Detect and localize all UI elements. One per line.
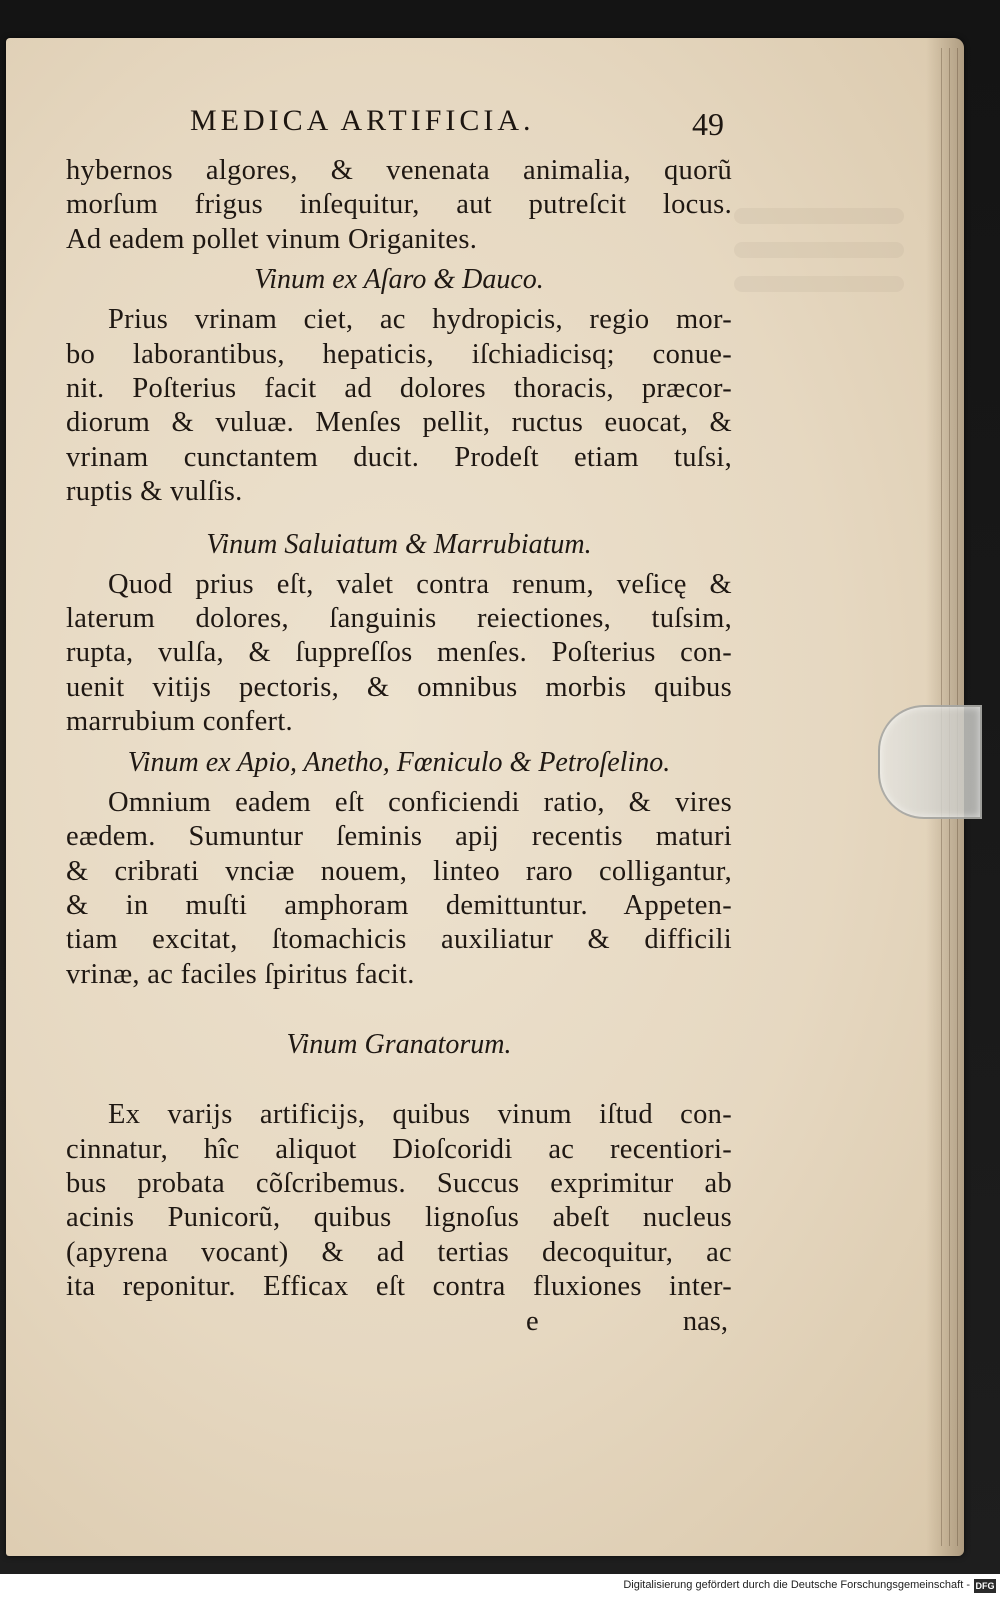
page-header: [190, 104, 750, 144]
text-line: tiam excitat, ſtomachicis auxiliatur & difficili: [66, 924, 732, 956]
paragraph: [66, 154, 732, 257]
text-line: bo laborantibus, hepaticis, iſchiadicisq; conue-: [66, 338, 732, 370]
catchline: [66, 1305, 732, 1341]
text-line: & in muſti amphoram demittuntur. Appeten-: [66, 889, 732, 921]
section-heading: Vinum Saluiatum & Marrubiatum.: [206, 528, 592, 560]
footer-bar: [0, 1574, 1000, 1600]
show-through: [734, 208, 904, 224]
dfg-logo-icon: DFG: [975, 1581, 995, 1591]
running-title: MEDICA ARTIFICIA.: [190, 104, 535, 137]
page-number: 49: [692, 106, 724, 142]
paragraph: [66, 1098, 732, 1304]
text-line: marrubium confert.: [66, 706, 293, 738]
text-line: & cribrati vnciæ nouem, linteo raro colligantur,: [66, 855, 732, 887]
text-line: Quod prius eſt, valet contra renum, veſicę &: [108, 568, 732, 600]
text-line: Ex varijs artificijs, quibus vinum iſtud con-: [108, 1099, 732, 1131]
section-heading: Vinum ex Aſaro & Dauco.: [254, 264, 544, 296]
show-through: [734, 242, 904, 258]
text-line: morſum frigus inſequitur, aut putreſcit locus.: [66, 189, 732, 221]
text-line: uenit vitijs pectoris, & omnibus morbis quibus: [66, 671, 732, 703]
text-line: vrinæ, ac faciles ſpiritus facit.: [66, 958, 415, 990]
funding-credit: Digitalisierung gefördert durch die Deutsche Forschungsgemeinschaft -: [623, 1579, 970, 1591]
body-text: [66, 154, 732, 1341]
text-line: vrinam cunctantem ducit. Prodeſt etiam tuſsi,: [66, 441, 732, 473]
text-line: ita reponitur. Efficax eſt contra fluxiones inter-: [66, 1271, 732, 1303]
page-clip-marker: [878, 705, 982, 819]
text-line: eædem. Sumuntur ſeminis apij recentis maturi: [66, 821, 732, 853]
paragraph: [66, 568, 732, 740]
text-line: (apyrena vocant) & ad tertias decoquitur, ac: [66, 1236, 732, 1268]
text-line: hybernos algores, & venenata animalia, quorũ: [66, 155, 732, 186]
text-line: rupta, vulſa, & ſuppreſſos menſes. Poſterius con-: [66, 637, 732, 669]
section-heading: Vinum ex Apio, Anetho, Fœniculo & Petroſelino.: [127, 746, 671, 778]
signature-mark: e: [526, 1305, 539, 1337]
text-line: nit. Poſterius facit ad dolores thoracis, præcor-: [66, 373, 732, 405]
paragraph: [66, 303, 732, 509]
text-line: ruptis & vulſis.: [66, 476, 243, 508]
text-line: bus probata cõſcribemus. Succus exprimitur ab: [66, 1167, 732, 1199]
section-heading: Vinum Granatorum.: [286, 1029, 512, 1061]
text-line: acinis Punicorũ, quibus lignoſus abeſt nucleus: [66, 1202, 732, 1234]
paragraph: [66, 786, 732, 992]
text-line: Prius vrinam ciet, ac hydropicis, regio mor-: [108, 304, 732, 336]
text-line: laterum dolores, ſanguinis reiectiones, tuſsim,: [66, 603, 732, 635]
text-line: cinnatur, hîc aliquot Dioſcoridi ac recentiori-: [66, 1133, 732, 1165]
text-line: Ad eadem pollet vinum Origanites.: [66, 223, 478, 255]
show-through: [734, 276, 904, 292]
text-line: Omnium eadem eſt conficiendi ratio, & vires: [108, 786, 732, 818]
catchword: nas,: [682, 1305, 728, 1337]
text-line: diorum & vuluæ. Menſes pellit, ructus euocat, &: [66, 407, 732, 439]
